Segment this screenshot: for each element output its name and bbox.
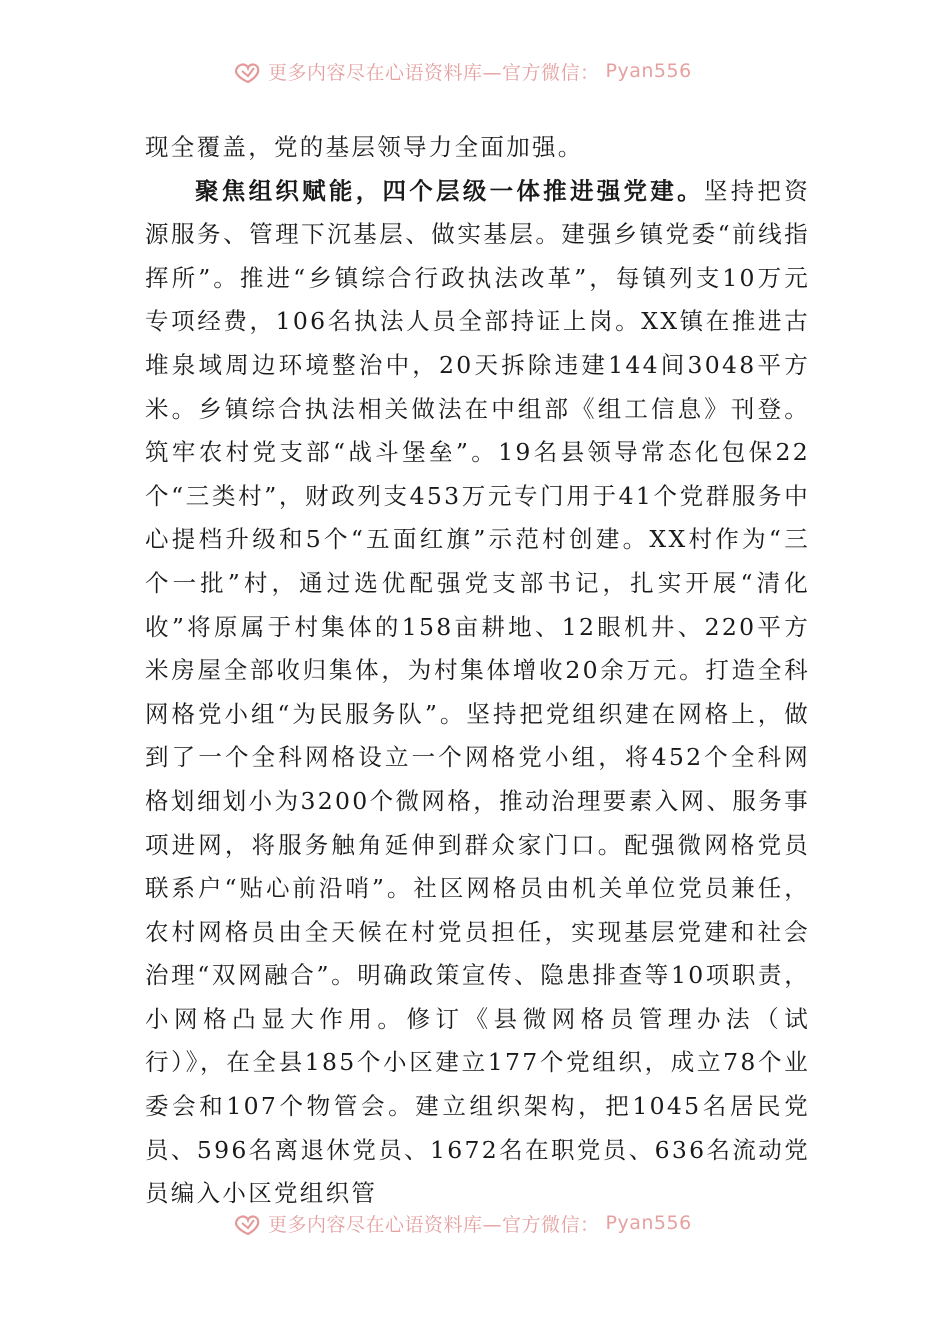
- watermark-text: 更多内容尽在心语资料库—官方微信：: [268, 1213, 600, 1236]
- paragraph-body: 坚持把资源服务、管理下沉基层、做实基层。建强乡镇党委“前线指挥所”。推进“乡镇综合行政执法改革”，每镇列支10万元专项经费，106名执法人员全部持证上岗。XX镇在推进古堆泉域周边环境整治中，20天拆除违建144间3048平方米。乡镇综合执法相关做法在中组部《组工信息》刊登。筑牢农村党支部“战斗堡垒”。19名县领导常态化包保22个“三类村”，财政列支453万元专门用于41个党群服务中心提档升级和5个“五面红旗”示范村创建。XX村作为“三个一批”村，通过选优配强党支部书记，扎实开展“清化收”将原属于村集体的158亩耕地、12眼机井、220平方米房屋全部收归集体，为村集体增收20余万元。打造全科网格党小组“为民服务队”。坚持把党组织建在网格上，做到了一个全科网格设立一个网格党小组，将452个全科网格划细划小为3200个微网格，推动治理要素入网、服务事项进网，将服务触角延伸到群众家门口。配强微网格党员联系户“贴心前沿哨”。社区网格员由机关单位党员兼任，农村网格员由全天候在村党员担任，实现基层党建和社会治理“双网融合”。明确政策宣传、隐患排查等10项职责，小网格凸显大作用。修订《县微网格员管理办法（试行）》，在全县185个小区建立177个党组织，成立78个业委会和107个物管会。建立组织架构，把1045名居民党员、596名离退休党员、1672名在职党员、636名流动党员编入小区党组织管: [145, 176, 811, 1208]
- watermark-footer: [232, 1208, 732, 1238]
- watermark-text: 更多内容尽在心语资料库—官方微信：: [268, 61, 600, 84]
- logo-icon: [232, 1210, 264, 1236]
- watermark-header: [232, 56, 732, 86]
- watermark-wechat-id: Pyan556: [605, 1212, 692, 1234]
- continuation-line: 现全覆盖，党的基层领导力全面加强。: [145, 133, 584, 161]
- logo-icon: [232, 58, 264, 84]
- document-body: [145, 126, 810, 1216]
- paragraph-heading: 聚焦组织赋能，四个层级一体推进强党建。: [195, 176, 704, 205]
- watermark-wechat-id: Pyan556: [605, 60, 692, 82]
- paragraph: [145, 170, 810, 1216]
